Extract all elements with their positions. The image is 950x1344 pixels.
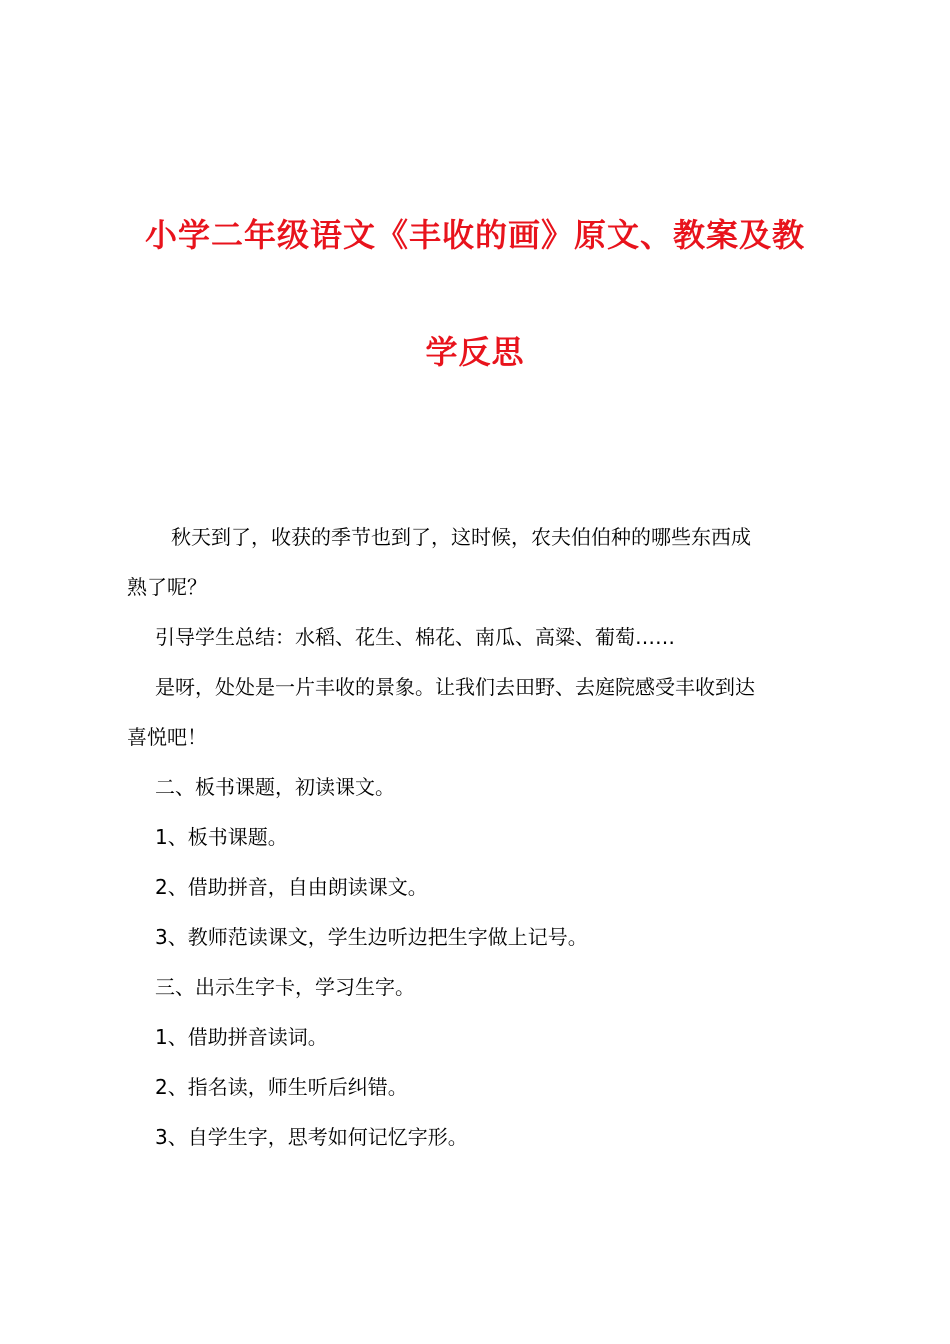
- paragraph-autumn-intro: [127, 512, 833, 612]
- paragraph-line: 2、指名读，师生听后纠错。: [155, 1075, 408, 1099]
- paragraph-line: 三、出示生字卡，学习生字。: [155, 975, 415, 999]
- paragraph-line: 1、板书课题。: [155, 825, 288, 849]
- list-item: [127, 862, 833, 912]
- paragraph-line: 引导学生总结：水稻、花生、棉花、南瓜、高粱、葡萄……: [155, 625, 675, 649]
- section-heading-2: [127, 762, 833, 812]
- section-heading-3: [127, 962, 833, 1012]
- paragraph-line: 3、自学生字，思考如何记忆字形。: [155, 1125, 468, 1149]
- paragraph-line: 是呀，处处是一片丰收的景象。让我们去田野、去庭院感受丰收到达: [155, 675, 755, 699]
- paragraph-line: 1、借助拼音读词。: [155, 1025, 328, 1049]
- paragraph-student-summary: [127, 612, 833, 662]
- paragraph-harvest-scene: [127, 662, 833, 762]
- list-item: [127, 1012, 833, 1062]
- paragraph-line-continued: 熟了呢？: [127, 575, 207, 599]
- list-item: [127, 1112, 833, 1162]
- list-item: [127, 812, 833, 862]
- paragraph-line: 2、借助拼音，自由朗读课文。: [155, 875, 428, 899]
- document-title-line-2: 学反思: [425, 333, 525, 371]
- list-item: [127, 1062, 833, 1112]
- paragraph-line: 3、教师范读课文，学生边听边把生字做上记号。: [155, 925, 588, 949]
- paragraph-line-continued: 喜悦吧！: [127, 725, 207, 749]
- paragraph-line: 秋天到了，收获的季节也到了，这时候，农夫伯伯种的哪些东西成: [171, 525, 751, 549]
- document-title-line-1: 小学二年级语文《丰收的画》原文、教案及教: [144, 216, 805, 254]
- paragraph-line: 二、板书课题，初读课文。: [155, 775, 395, 799]
- list-item: [127, 912, 833, 962]
- document-body: [127, 512, 833, 1162]
